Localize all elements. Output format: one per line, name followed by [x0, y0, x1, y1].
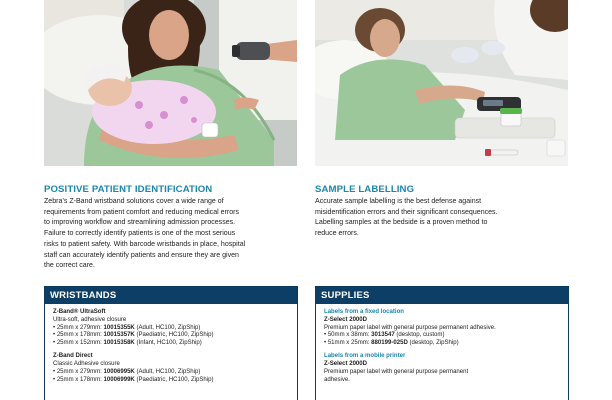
item-part-number: 880199-025D — [371, 340, 408, 347]
supply-item — [324, 340, 568, 348]
paragraph-line: to improving workflow and streamlining admission processes. — [44, 219, 236, 227]
supply-group — [324, 353, 568, 384]
item-note: (Adult, HC100, ZipShip) — [136, 324, 201, 331]
item-note: (desktop, ZipShip) — [409, 340, 459, 347]
product-group — [53, 309, 297, 348]
photo-mother-newborn-scan — [44, 0, 297, 166]
product-group — [53, 353, 297, 384]
photo-sample-labelling — [315, 0, 568, 166]
wristbands-panel-title: WRISTBANDS — [45, 287, 297, 304]
item-part-number: 3013547 — [371, 332, 395, 339]
paragraph-line: Zebra’s Z-Band wristband solutions cover a wide range of — [44, 198, 224, 205]
item-note: (Adult, HC100, ZipShip) — [136, 369, 201, 376]
product-item — [53, 340, 297, 348]
item-note: (Paediatric, HC100, ZipShip) — [136, 332, 214, 339]
product-name: Z-Band Direct — [53, 353, 93, 360]
item-size: 25mm x 279mm: — [56, 324, 102, 331]
paragraph-line: misidentification errors and their significant consequences. — [315, 208, 498, 216]
item-size: 25mm x 279mm: — [56, 369, 102, 376]
item-part-number: 10006995K — [103, 369, 135, 376]
product-name: Z-Band® UltraSoft — [53, 309, 106, 315]
item-size: 25mm x 178mm: — [56, 332, 102, 339]
item-size: 25mm x 152mm: — [56, 340, 102, 347]
supply-source: Labels from a mobile printer — [324, 353, 406, 360]
item-part-number: 10015358K — [103, 340, 135, 347]
supplies-panel — [315, 286, 569, 400]
item-part-number: 10006999K — [103, 376, 135, 383]
paragraph-line: staff can accurately identify patients and ensure they are given — [44, 251, 239, 259]
paragraph-sample-labelling — [315, 197, 570, 240]
paragraph-patient-id — [44, 197, 299, 272]
paragraph-line: Accurate sample labelling is the best defense against — [315, 198, 482, 205]
photo-sample-labelling-illustration — [315, 0, 568, 166]
product-item — [53, 377, 297, 385]
supply-description: adhesive. — [324, 376, 350, 383]
supplies-panel-body — [316, 304, 568, 385]
paragraph-line: Labelling samples at the bedside is a proven method to — [315, 219, 488, 227]
paragraph-line: the correct care. — [44, 262, 95, 270]
photo-mother-newborn-illustration — [44, 0, 297, 166]
item-part-number: 10015357K — [103, 332, 135, 339]
item-size: 25mm x 178mm: — [56, 376, 102, 383]
item-part-number: 10015355K — [103, 324, 135, 331]
supplies-panel-title: SUPPLIES — [316, 287, 568, 304]
wristbands-panel-body — [45, 304, 297, 385]
wristbands-panel — [44, 286, 298, 400]
item-size: 51mm x 25mm: — [327, 340, 370, 347]
product-item — [53, 332, 297, 340]
supply-product: Z-Select 2000D — [324, 316, 368, 323]
section-heading-sample-labelling: SAMPLE LABELLING — [315, 184, 415, 195]
paragraph-line: risks to patient safety. With barcode wristbands in place, hospital — [44, 240, 246, 248]
product-item — [53, 369, 297, 377]
paragraph-line: Failure to correctly identify patients is one of the most serious — [44, 230, 236, 238]
supply-product: Z-Select 2000D — [324, 361, 368, 368]
item-note: (desktop, custom) — [396, 332, 445, 339]
product-description: Ultra-soft, adhesive closure — [53, 316, 127, 323]
item-note: (Paediatric, HC100, ZipShip) — [136, 376, 214, 383]
paragraph-line: reduce errors. — [315, 230, 359, 238]
section-heading-patient-id: POSITIVE PATIENT IDENTIFICATION — [44, 184, 213, 195]
supply-description: Premium paper label with general purpose permanent — [324, 369, 469, 376]
item-note: (Infant, HC100, ZipShip) — [136, 340, 202, 347]
supply-source: Labels from a fixed location — [324, 309, 404, 315]
product-description: Classic Adhesive closure — [53, 361, 120, 368]
supply-item — [324, 332, 568, 340]
item-size: 50mm x 38mm: — [327, 332, 370, 339]
product-item — [53, 325, 297, 333]
supply-group — [324, 309, 568, 348]
supply-description: Premium paper label with general purpose permanent adhesive. — [324, 324, 496, 331]
paragraph-line: requirements from patient comfort and reducing medical errors — [44, 208, 240, 216]
